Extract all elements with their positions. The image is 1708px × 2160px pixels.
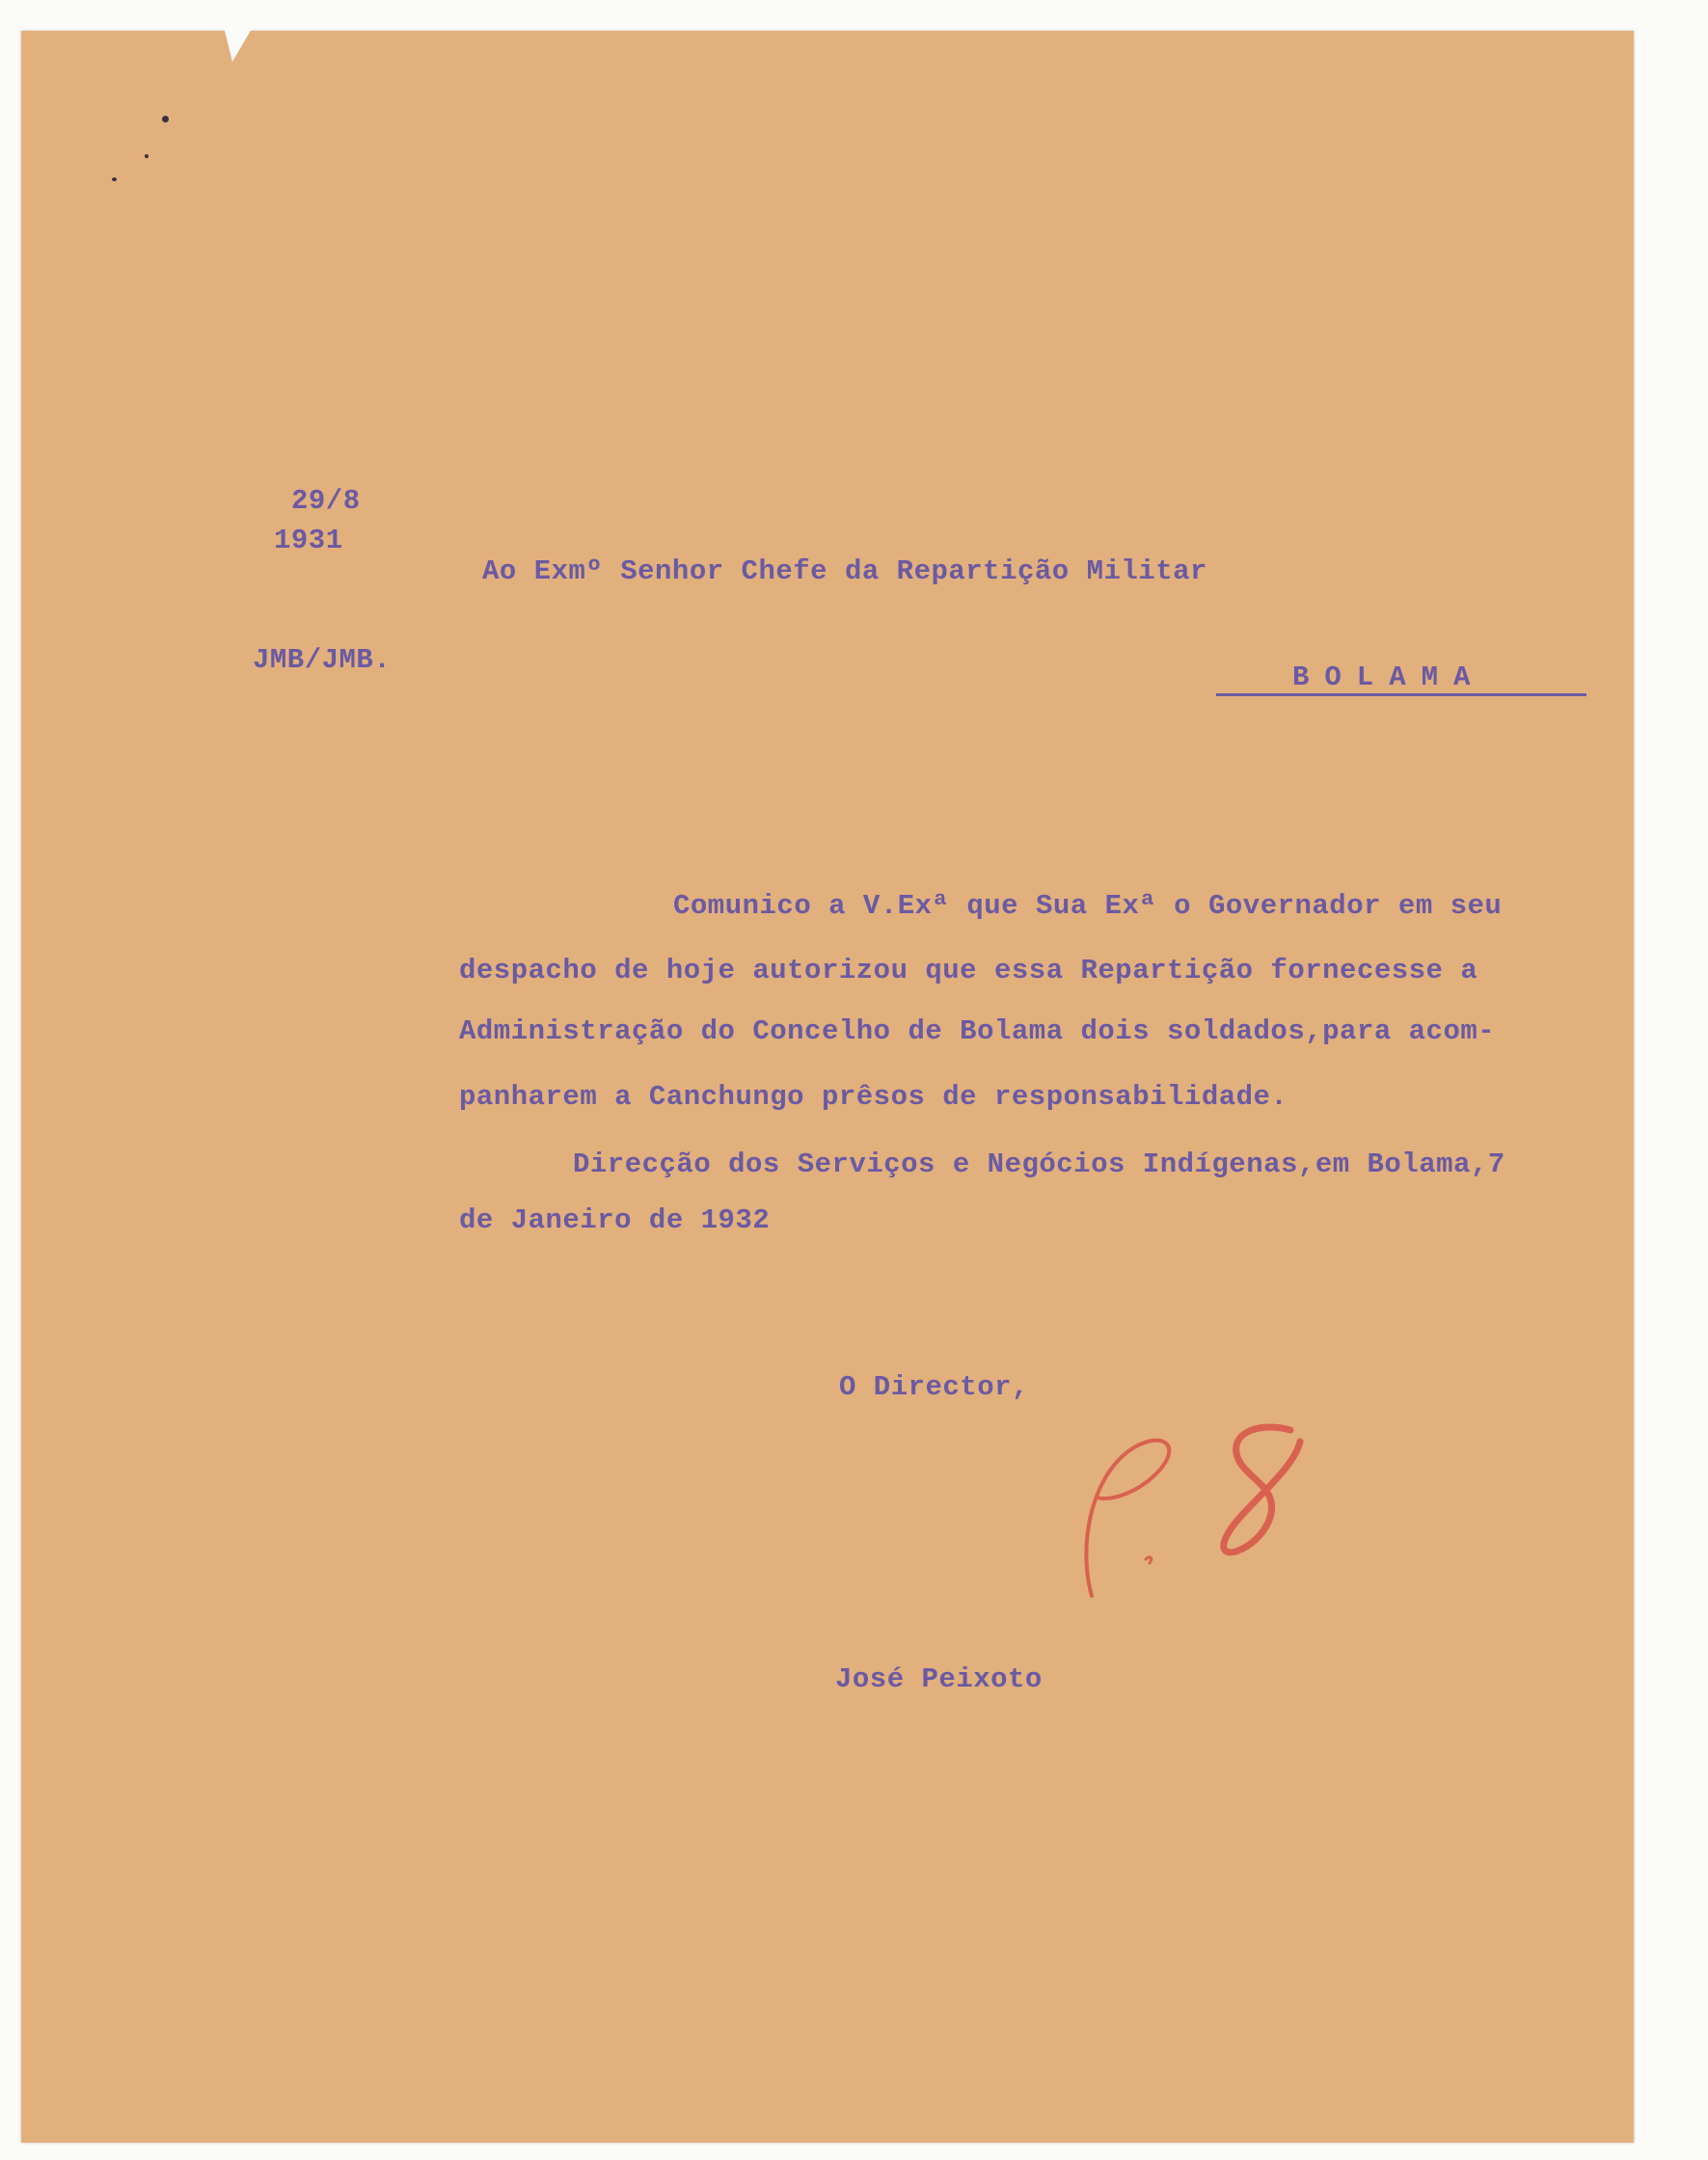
- body-line: de Janeiro de 1932: [459, 1204, 771, 1236]
- destination-place: BOLAMA: [1292, 662, 1486, 693]
- signer-name: José Peixoto: [835, 1663, 1043, 1695]
- place-underline: [1216, 693, 1586, 696]
- torn-corner: [224, 27, 253, 62]
- body-line: panharem a Canchungo prêsos de responsabilidade.: [459, 1081, 1288, 1113]
- body-line: Comunico a V.Exª que Sua Exª o Governador em seu: [673, 890, 1503, 922]
- body-line: Direcção dos Serviços e Negócios Indígenas,em Bolama,7: [573, 1148, 1505, 1180]
- ink-speck: [162, 116, 169, 122]
- reference-date: 29/8: [291, 485, 361, 517]
- reference-code: JMB/JMB.: [253, 644, 392, 676]
- annotation-stroke: [1224, 1427, 1300, 1552]
- reference-year: 1931: [274, 525, 343, 556]
- annotation-stroke: [1086, 1441, 1169, 1596]
- addressee-line: Ao Exmº Senhor Chefe da Repartição Militar: [482, 555, 1207, 587]
- body-line: despacho de hoje autorizou que essa Repartição fornecesse a: [459, 955, 1478, 986]
- ink-speck: [145, 154, 149, 158]
- handwritten-annotation-icon: [1071, 1413, 1321, 1606]
- closing-line: O Director,: [839, 1371, 1029, 1403]
- body-line: Administração do Concelho de Bolama dois soldados,para acom-: [459, 1015, 1496, 1047]
- ink-speck: [112, 177, 117, 181]
- annotation-stroke: [1146, 1557, 1152, 1563]
